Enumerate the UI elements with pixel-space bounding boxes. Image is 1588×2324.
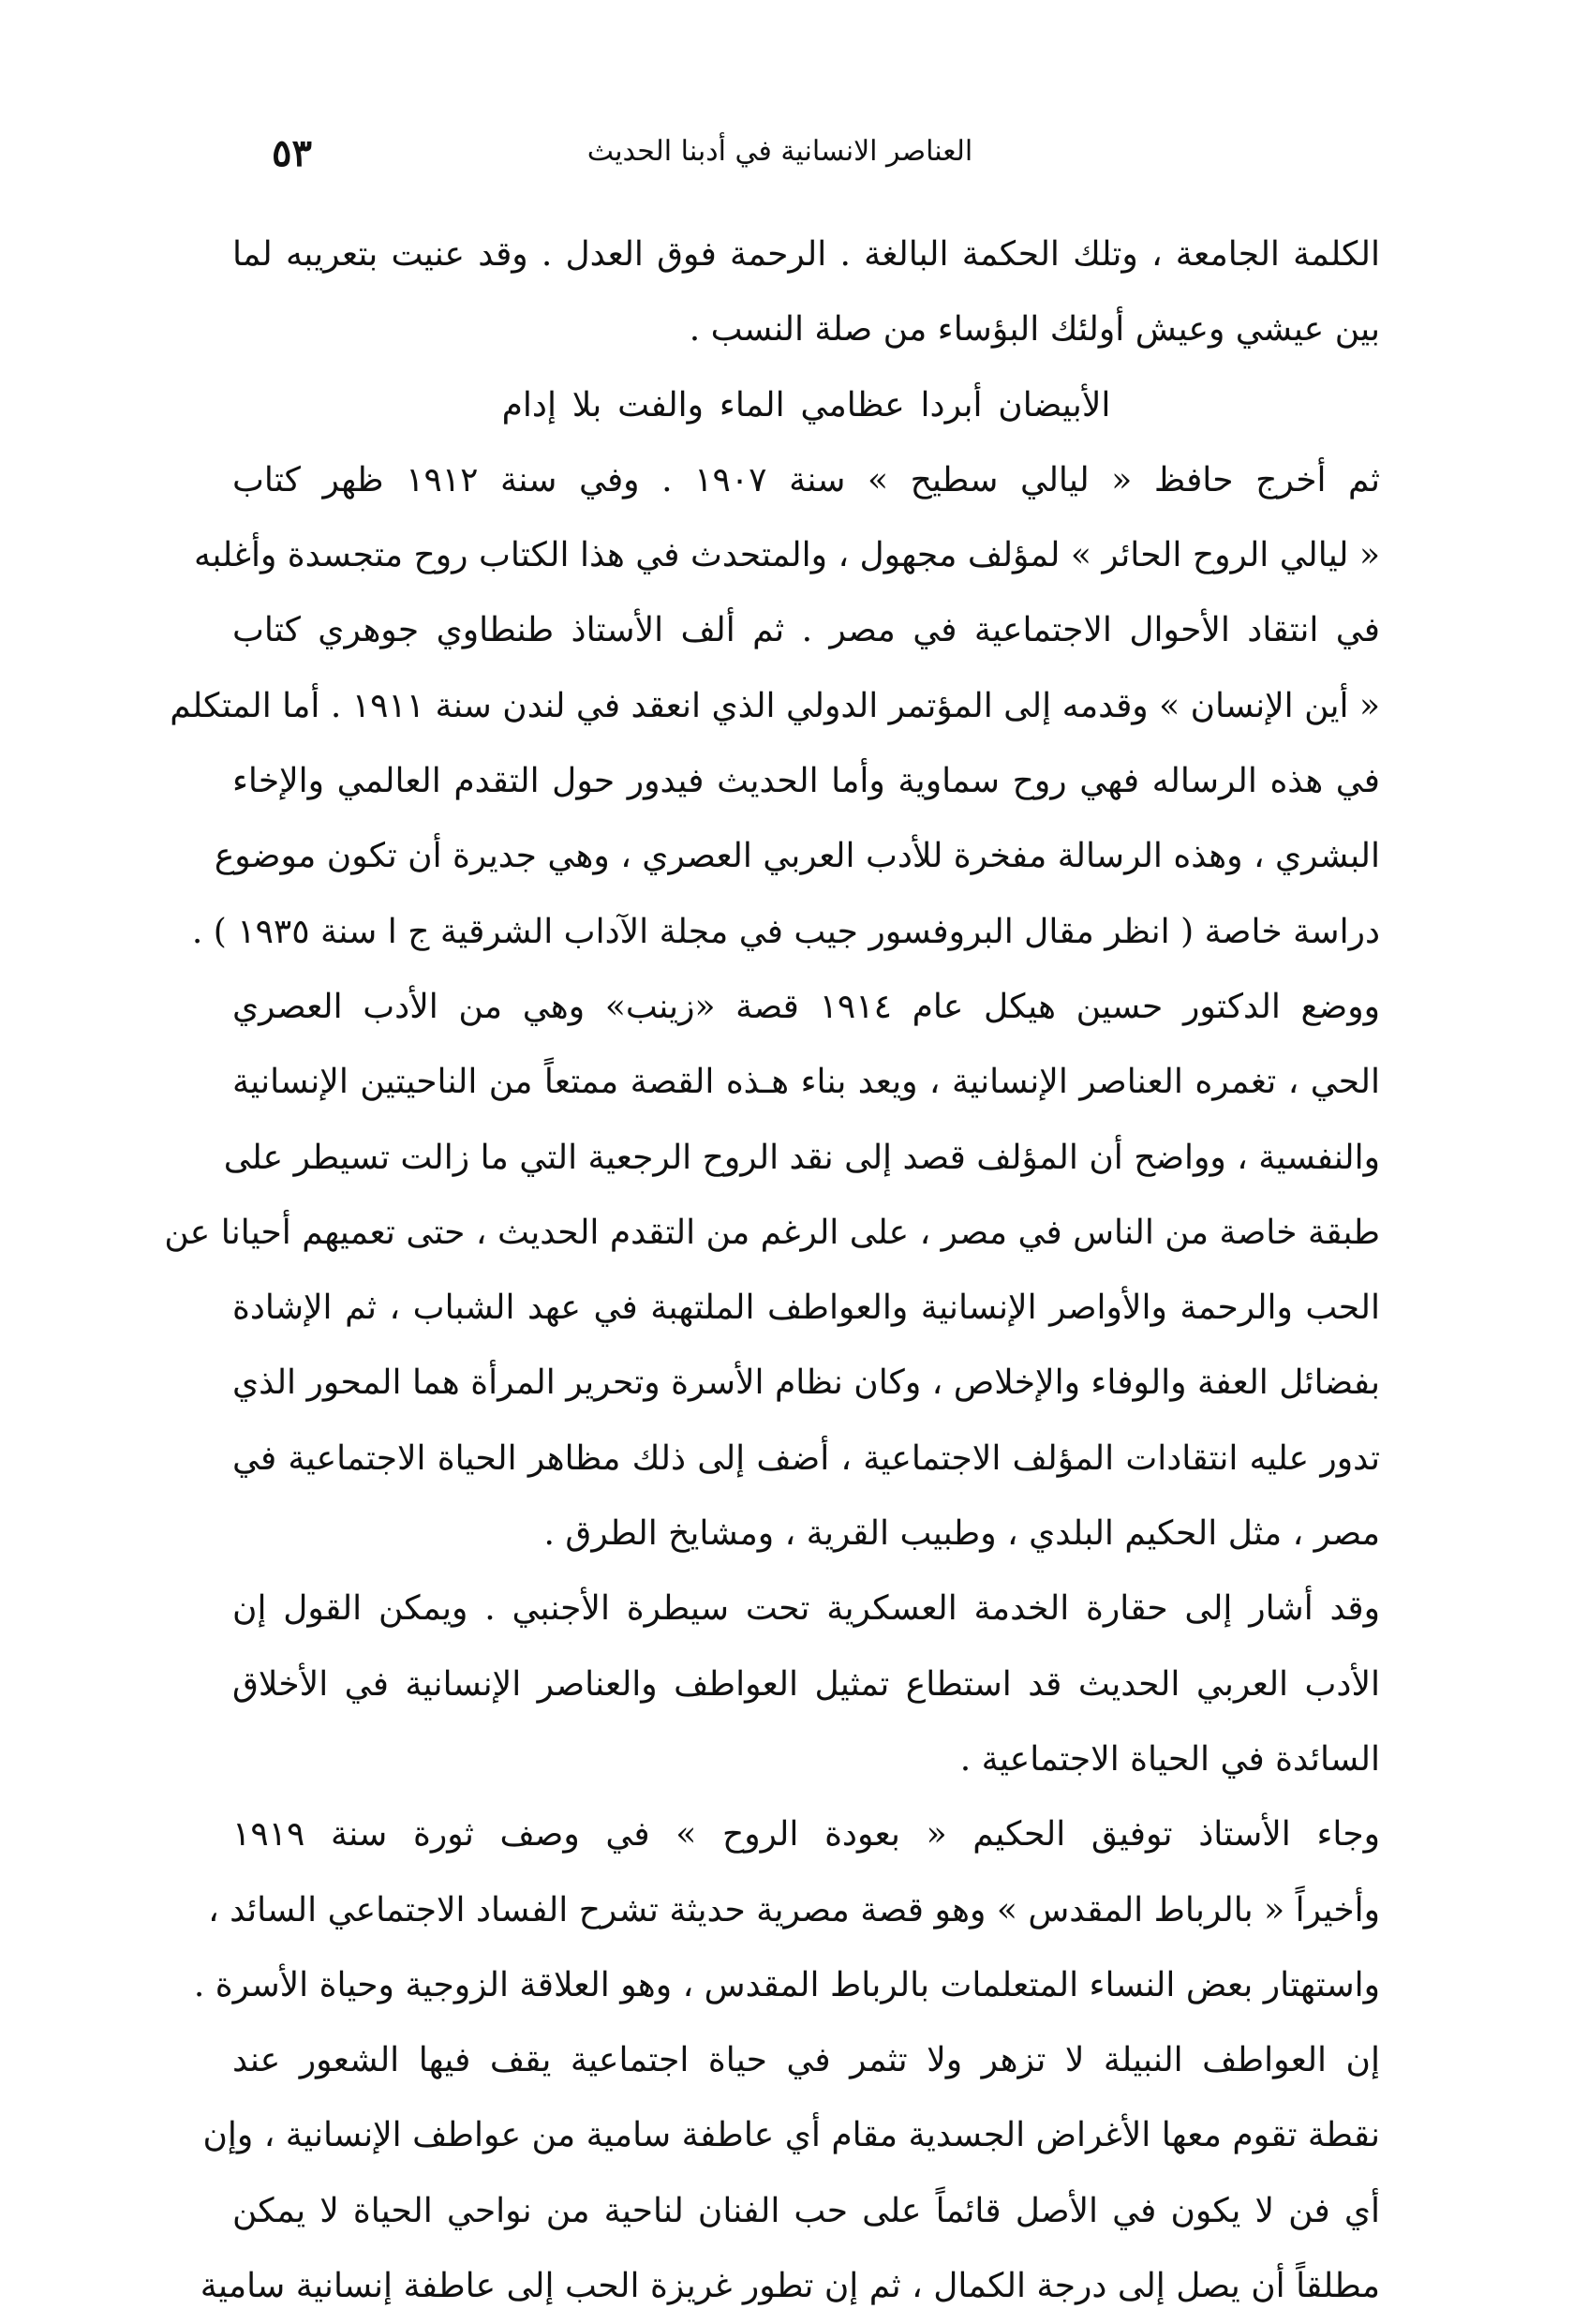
text-line: الحي ، تغمره العناصر الإنسانية ، ويعد بناء هـذه القصة ممتعاً من الناحيتين الإنسانية xyxy=(232,1063,1380,1102)
text-line: وجاء الأستاذ توفيق الحكيم « بعودة الروح » في وصف ثورة سنة ١٩١٩ xyxy=(232,1815,1380,1855)
page-header xyxy=(272,131,1288,187)
text-line: بفضائل العفة والوفاء والإخلاص ، وكان نظام الأسرة وتحرير المرأة هما المحور الذي xyxy=(232,1363,1380,1403)
text-line: نقطة تقوم معها الأغراض الجسدية مقام أي عاطفة سامية من عواطف الإنسانية ، وإن xyxy=(202,2116,1380,2155)
text-line: دراسة خاصة ( انظر مقال البروفسور جيب في مجلة الآداب الشرقية ج ا سنة ١٩٣٥ ) . xyxy=(191,912,1380,951)
text-line: وأخيراً « بالرباط المقدس » وهو قصة مصرية حديثة تشرح الفساد الاجتماعي السائد ، xyxy=(208,1890,1380,1929)
text-line: الحب والرحمة والأواصر الإنسانية والعواطف الملتهبة في عهد الشباب ، ثم الإشادة xyxy=(232,1289,1380,1328)
text-line: بين عيشي وعيش أولئك البؤساء من صلة النسب . xyxy=(689,310,1380,350)
text-line: ووضع الدكتور حسين هيكل عام ١٩١٤ قصة «زينب» وهي من الأدب العصري xyxy=(232,987,1380,1026)
running-title: العناصر الانسانية في أدبنا الحديث xyxy=(586,135,973,168)
body-text xyxy=(164,217,1380,2324)
text-line: « أين الإنسان » وقدمه إلى المؤتمر الدولي الذي انعقد في لندن سنة ١٩١١ . أما المتكلم xyxy=(170,686,1380,725)
page-number: ٥٣ xyxy=(272,131,312,175)
text-line: طبقة خاصة من الناس في مصر ، على الرغم من التقدم الحديث ، حتى تعميهم أحيانا عن xyxy=(164,1213,1380,1252)
text-line: مطلقاً أن يصل إلى درجة الكمال ، ثم إن تطور غريزة الحب إلى عاطفة إنسانية سامية xyxy=(200,2267,1380,2306)
text-line: البشري ، وهذه الرسالة مفخرة للأدب العربي العصري ، وهي جديرة أن تكون موضوع xyxy=(214,837,1380,876)
text-line: في انتقاد الأحوال الاجتماعية في مصر . ثم ألف الأستاذ طنطاوي جوهري كتاب xyxy=(232,611,1380,650)
text-line: إن العواطف النبيلة لا تزهر ولا تثمر في حياة اجتماعية يقف فيها الشعور عند xyxy=(232,2041,1380,2080)
text-line: ثم أخرج حافظ « ليالي سطيح » سنة ١٩٠٧ . وفي سنة ١٩١٢ ظهر كتاب xyxy=(232,460,1380,499)
text-line: وقد أشار إلى حقارة الخدمة العسكرية تحت سيطرة الأجنبي . ويمكن القول إن xyxy=(232,1589,1380,1629)
text-line: السائدة في الحياة الاجتماعية . xyxy=(959,1739,1380,1779)
text-line: تدور عليه انتقادات المؤلف الاجتماعية ، أضف إلى ذلك مظاهر الحياة الاجتماعية في xyxy=(232,1438,1380,1478)
text-line: والنفسية ، وواضح أن المؤلف قصد إلى نقد الروح الرجعية التي ما زالت تسيطر على xyxy=(223,1138,1380,1177)
text-line: الأدب العربي الحديث قد استطاع تمثيل العواطف والعناصر الإنسانية في الأخلاق xyxy=(232,1664,1380,1704)
text-line: أي فن لا يكون في الأصل قائماً على حب الفنان لناحية من نواحي الحياة لا يمكن xyxy=(232,2191,1380,2230)
text-line: الكلمة الجامعة ، وتلك الحكمة البالغة . الرحمة فوق العدل . وقد عنيت بتعريبه لما xyxy=(232,235,1380,274)
verse-line: الأبيضان أبردا عظامي الماء والفت بلا إدام xyxy=(501,385,1111,425)
text-line: مصر ، مثل الحكيم البلدي ، وطبيب القرية ، ومشايخ الطرق . xyxy=(543,1514,1380,1554)
text-line: في هذه الرساله فهي روح سماوية وأما الحديث فيدور حول التقدم العالمي والإخاء xyxy=(232,762,1380,801)
text-line: واستهتار بعض النساء المتعلمات بالرباط المقدس ، وهو العلاقة الزوجية وحياة الأسرة . xyxy=(193,1965,1380,2004)
text-line: « ليالي الروح الحائر » لمؤلف مجهول ، والمتحدث في هذا الكتاب روح متجسدة وأغلبه xyxy=(194,536,1380,575)
